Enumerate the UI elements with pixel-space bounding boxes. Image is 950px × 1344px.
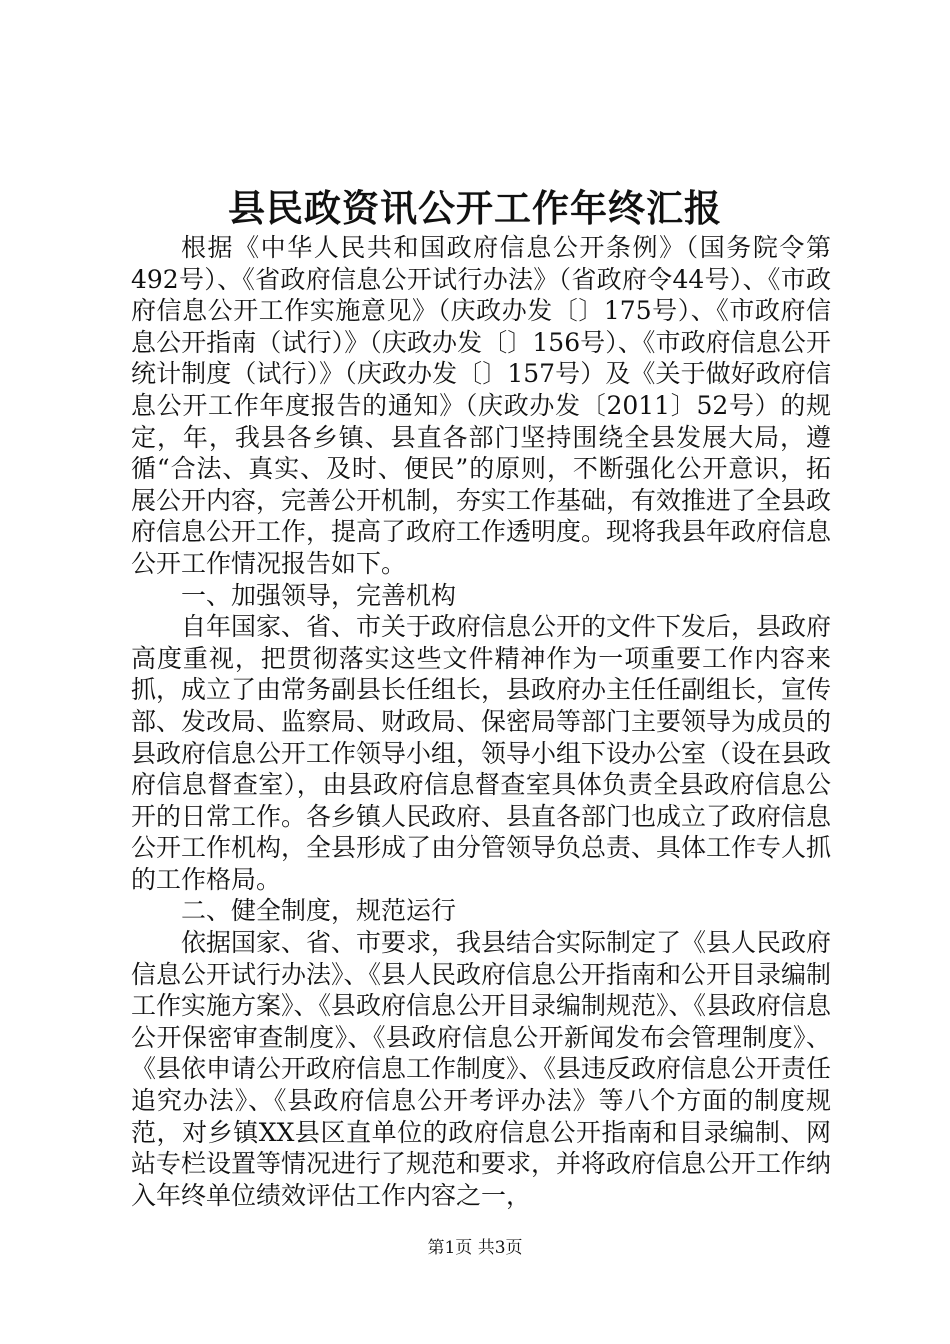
document-title: 县民政资讯公开工作年终汇报: [228, 186, 722, 230]
body-paragraph: 自年国家、省、市关于政府信息公开的文件下发后，县政府高度重视，把贯彻落实这些文件精神作为一项重要工作内容来抓，成立了由常务副县长任组长，县政府办主任任副组长，宣传部、发改局、监察局、财政局、保密局等部门主要领导为成员的县政府信息公开工作领导小组，领导小组下设办公室（设在县政府信息督查室），由县政府信息督查室具体负责全县政府信息公开的日常工作。各乡镇人民政府、县直各部门也成立了政府信息公开工作机构，全县形成了由分管领导负总责、具体工作专人抓的工作格局。: [131, 612, 832, 894]
document-body: [131, 232, 831, 1211]
page-footer: 第1页 共3页: [427, 1238, 523, 1258]
section-heading: 一、加强领导，完善机构: [181, 580, 457, 610]
section-heading: 二、健全制度，规范运行: [181, 896, 457, 926]
body-paragraph: 依据国家、省、市要求，我县结合实际制定了《县人民政府信息公开试行办法》、《县人民政府信息公开指南和公开目录编制工作实施方案》、《县政府信息公开目录编制规范》、《县政府信息公开保密审查制度》、《县政府信息公开新闻发布会管理制度》、《县依申请公开政府信息工作制度》、《县违反政府信息公开责任追究办法》、《县政府信息公开考评办法》等八个方面的制度规范，对乡镇XX县区直单位的政府信息公开指南和目录编制、网站专栏设置等情况进行了规范和要求，并将政府信息公开工作纳入年终单位绩效评估工作内容之一，: [131, 928, 832, 1210]
body-paragraph: 根据《中华人民共和国政府信息公开条例》（国务院令第492号）、《省政府信息公开试行办法》（省政府令44号）、《市政府信息公开工作实施意见》（庆政办发〔〕175号）、《市政府信息公开指南（试行）》（庆政办发〔〕156号）、《市政府信息公开统计制度（试行）》（庆政办发〔〕157号）及《关于做好政府信息公开工作年度报告的通知》（庆政办发〔2011〕52号）的规定，年，我县各乡镇、县直各部门坚持围绕全县发展大局，遵循“合法、真实、及时、便民”的原则，不断强化公开意识，拓展公开内容，完善公开机制，夯实工作基础，有效推进了全县政府信息公开工作，提高了政府工作透明度。现将我县年政府信息公开工作情况报告如下。: [131, 233, 832, 578]
